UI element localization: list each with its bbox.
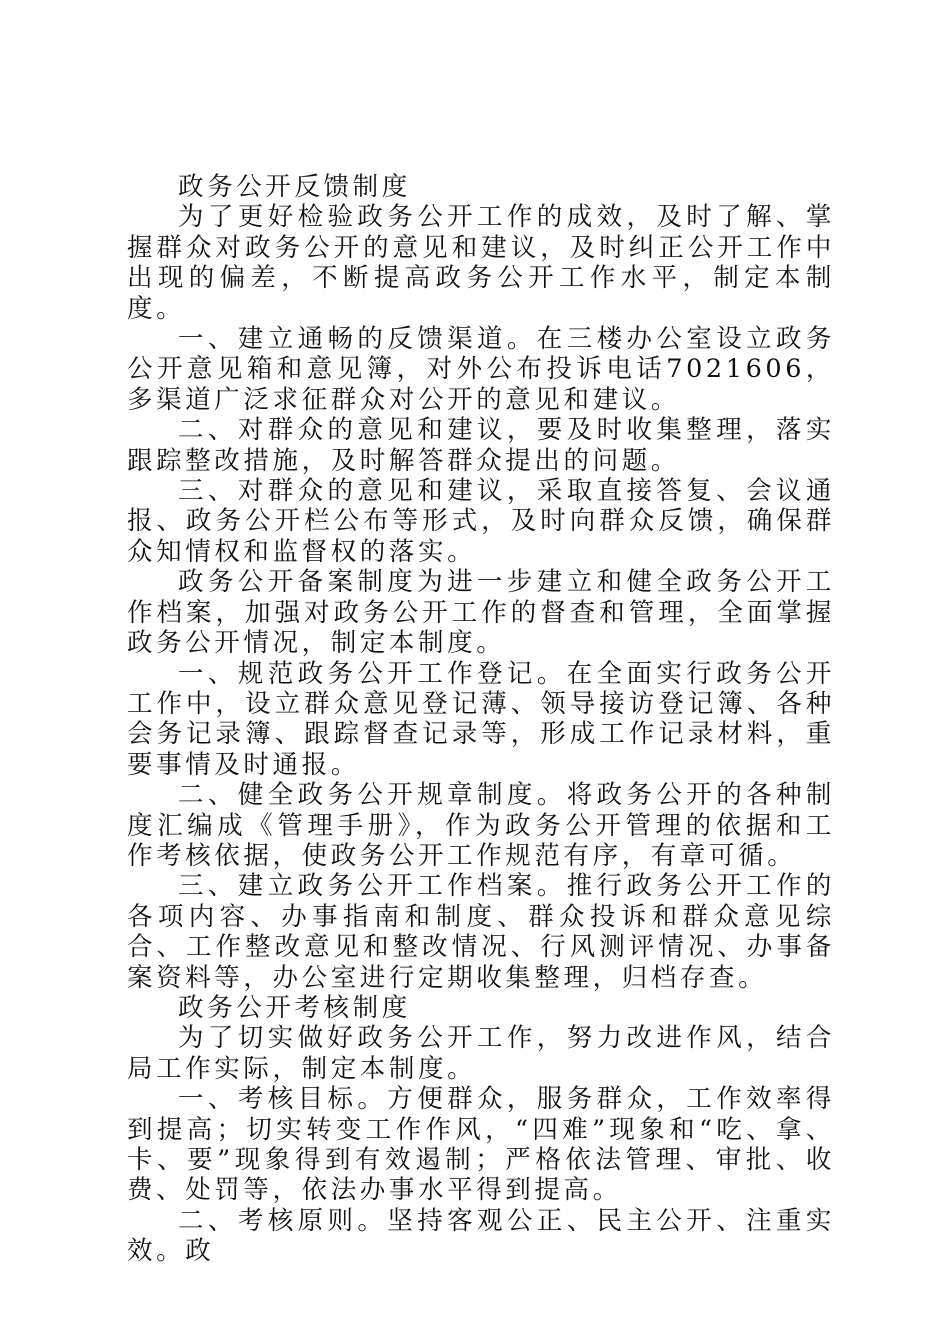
paragraph: 为了切实做好政务公开工作，努力改进作风，结合局工作实际，制定本制度。 <box>127 1023 835 1084</box>
paragraph: 一、建立通畅的反馈渠道。在三楼办公室设立政务公开意见箱和意见簿，对外公布投诉电话7021606，多渠道广泛求征群众对公开的意见和建议。 <box>127 324 835 415</box>
paragraph: 三、对群众的意见和建议，采取直接答复、会议通报、政务公开栏公布等形式，及时向群众反馈，确保群众知情权和监督权的落实。 <box>127 476 835 567</box>
paragraph: 二、对群众的意见和建议，要及时收集整理，落实跟踪整改措施，及时解答群众提出的问题。 <box>127 415 835 476</box>
paragraph: 二、考核原则。坚持客观公正、民主公开、注重实效。政 <box>127 1205 835 1267</box>
document-body <box>127 172 835 1267</box>
paragraph: 政务公开备案制度为进一步建立和健全政务公开工作档案，加强对政务公开工作的督查和管理，全面掌握政务公开情况，制定本制度。 <box>127 567 835 659</box>
paragraph: 二、健全政务公开规章制度。将政务公开的各种制度汇编成《管理手册》，作为政务公开管理的依据和工作考核依据，使政务公开工作规范有序，有章可循。 <box>127 780 835 871</box>
section-title-assessment: 政务公开考核制度 <box>178 992 411 1023</box>
paragraph: 一、规范政务公开工作登记。在全面实行政务公开工作中，设立群众意见登记薄、领导接访登记簿、各种会务记录簿、跟踪督查记录等，形成工作记录材料，重要事情及时通报。 <box>127 658 835 780</box>
paragraph: 一、考核目标。方便群众，服务群众，工作效率得到提高；切实转变工作作风，“四难”现象和“吃、拿、卡、要”现象得到有效遏制；严格依法管理、审批、收费、处罚等，依法办事水平得到提高。 <box>127 1084 835 1206</box>
paragraph: 三、建立政务公开工作档案。推行政务公开工作的各项内容、办事指南和制度、群众投诉和群众意见综合、工作整改意见和整改情况、行风测评情况、办事备案资料等，办公室进行定期收集整理，归档存查。 <box>127 871 835 993</box>
paragraph: 为了更好检验政务公开工作的成效，及时了解、掌握群众对政务公开的意见和建议，及时纠正公开工作中出现的偏差，不断提高政务公开工作水平，制定本制度。 <box>127 202 835 324</box>
section-title-feedback: 政务公开反馈制度 <box>178 172 411 202</box>
